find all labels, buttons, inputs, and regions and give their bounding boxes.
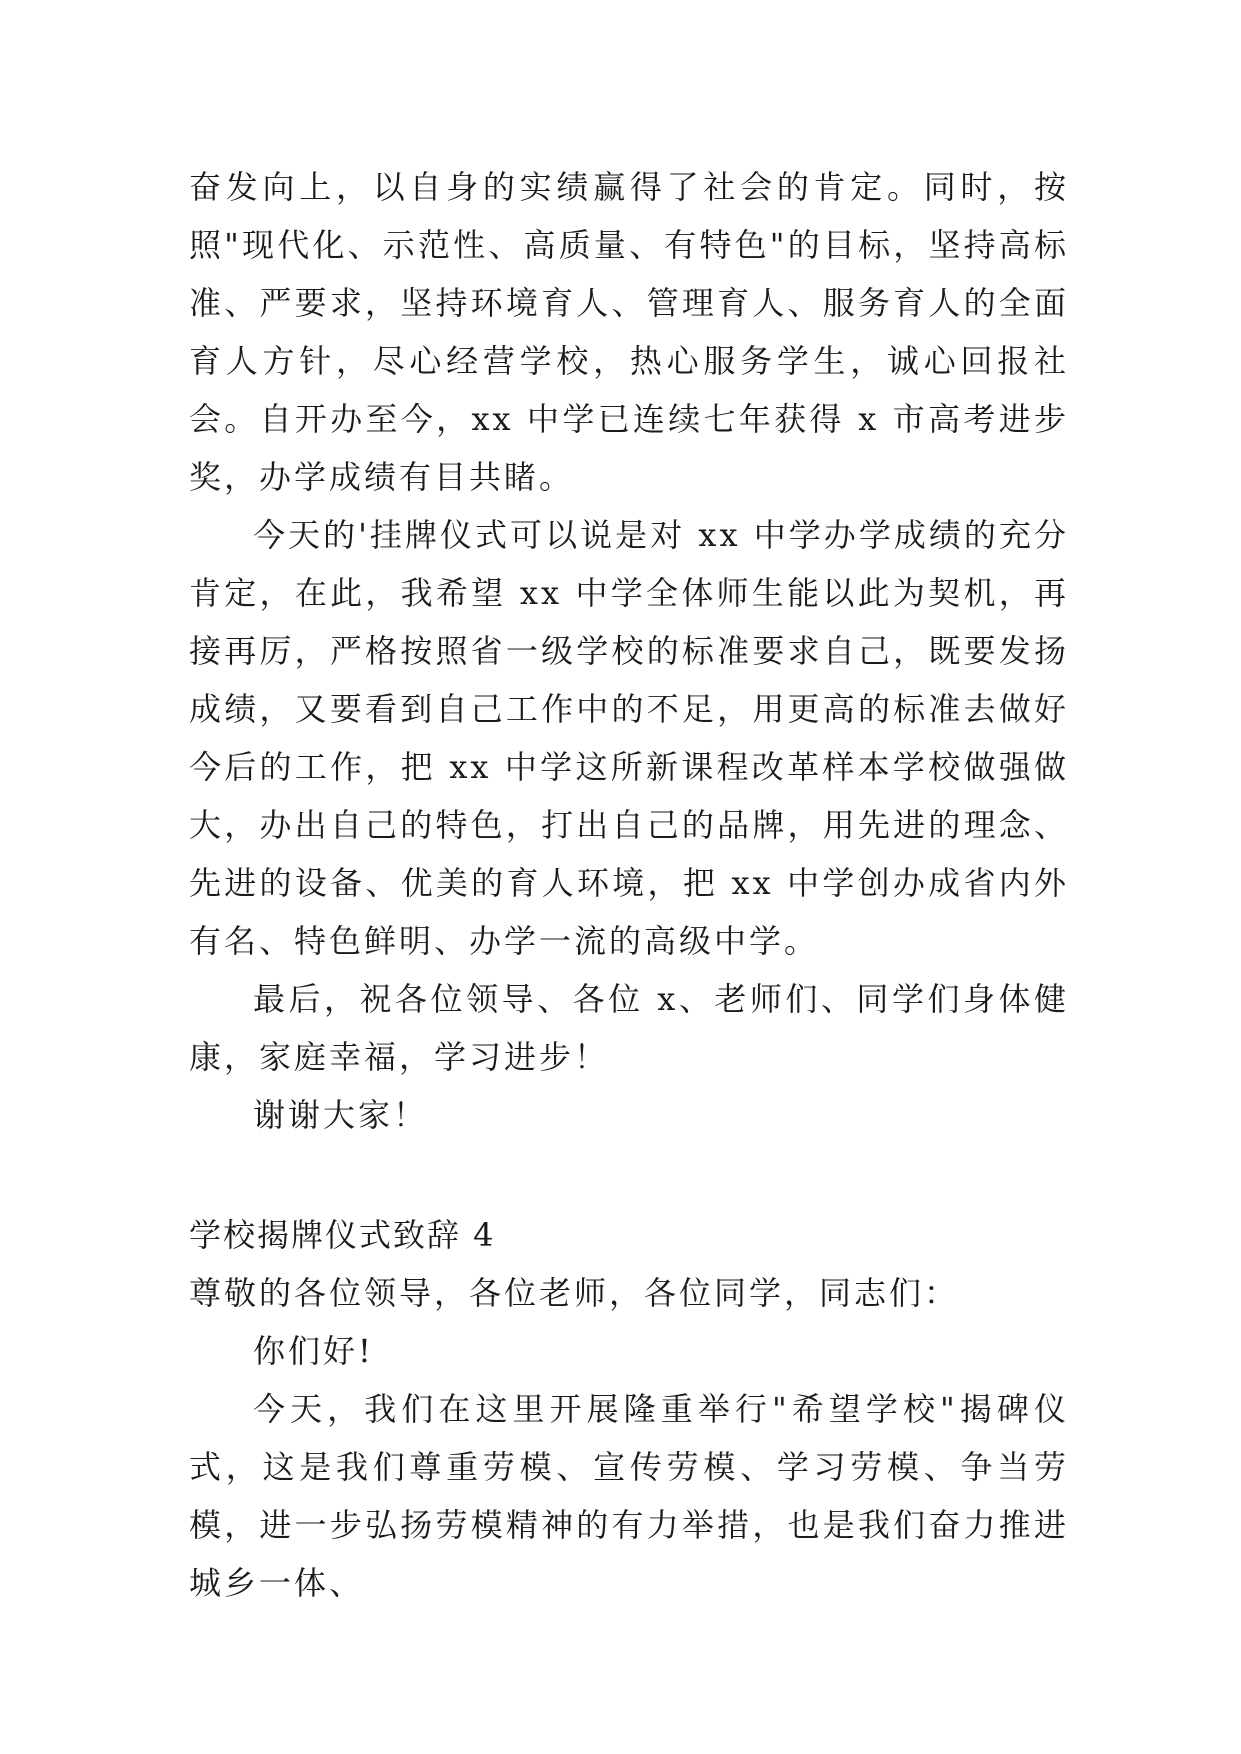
paragraph-unveiling: 今天，我们在这里开展隆重举行"希望学校"揭碑仪式，这是我们尊重劳模、宣传劳模、学习劳模、争当劳模，进一步弘扬劳模精神的有力举措，也是我们奋力推进城乡一体、 — [189, 1390, 1069, 1602]
paragraph-ceremony-hopes: 今天的'挂牌仪式可以说是对 xx 中学办学成绩的充分肯定，在此，我希望 xx 中学全体师生能以此为契机，再接再厉，严格按照省一级学校的标准要求自己，既要发扬成绩，又要看到自己工作中的不足，用更高的标准去做好今后的工作，把 xx 中学这所新课程改革样本学校做强做大，办出自己的特色，打出自己的品牌，用先进的理念、先进的设备、优美的育人环境，把 xx 中学创办成省内外有名、特色鲜明、办学一流的高级中学。 — [189, 516, 1069, 960]
document-body — [189, 158, 1069, 1612]
salutation: 尊敬的各位领导，各位老师，各位同学，同志们： — [189, 1274, 960, 1312]
paragraph-achievements: 奋发向上，以自身的实绩赢得了社会的肯定。同时，按照"现代化、示范性、高质量、有特色"的目标，坚持高标准、严要求，坚持环境育人、管理育人、服务育人的全面育人方针，尽心经营学校，热心服务学生，诚心回报社会。自开办至今，xx 中学已连续七年获得 x 市高考进步奖，办学成绩有目共睹。 — [189, 168, 1069, 496]
greeting: 你们好! — [253, 1332, 374, 1370]
paragraph-closing-wishes: 最后，祝各位领导、各位 x、老师们、同学们身体健康，家庭幸福，学习进步！ — [189, 980, 1069, 1076]
section-title: 学校揭牌仪式致辞 4 — [189, 1216, 496, 1254]
section-spacer — [189, 1144, 1069, 1206]
paragraph-thanks: 谢谢大家！ — [253, 1096, 429, 1134]
